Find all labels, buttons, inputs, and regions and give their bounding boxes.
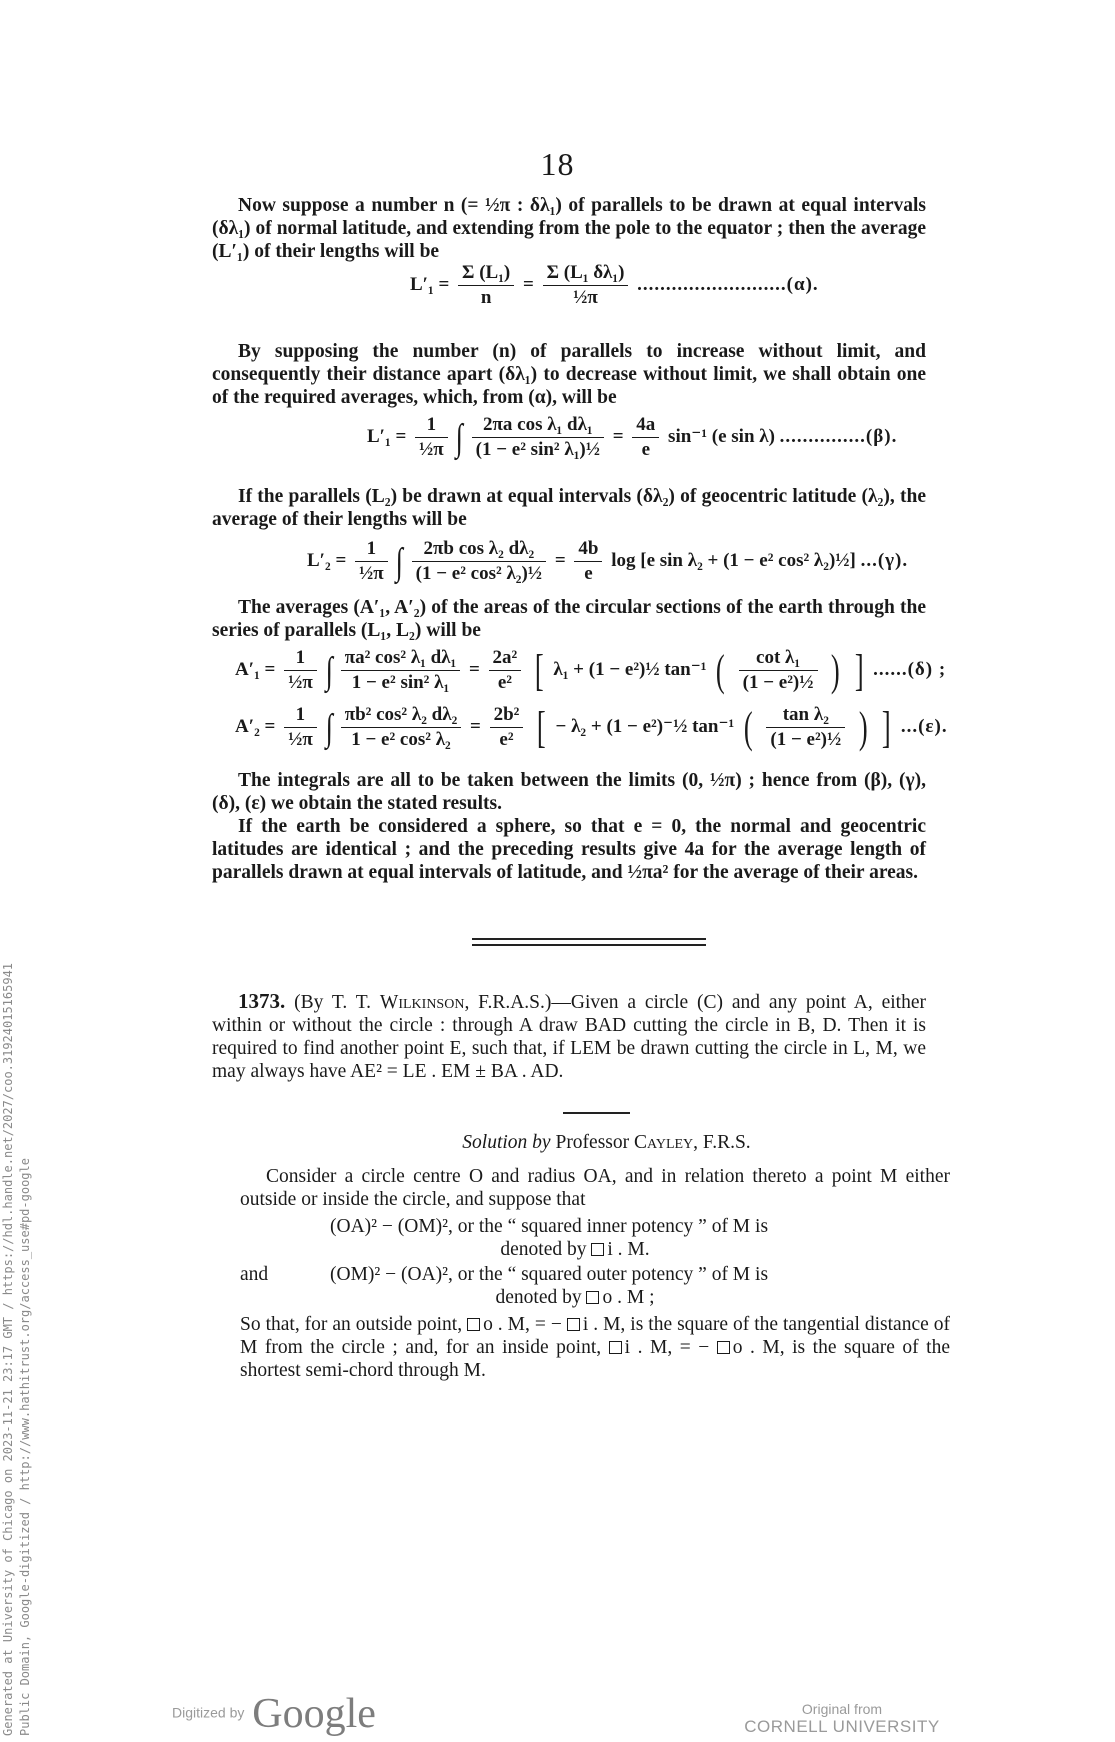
eq-gamma-lhs: L′₂ = <box>307 549 347 571</box>
eq-gamma-equals: = <box>554 549 566 571</box>
eq-epsilon-close-paren: ) <box>858 703 868 752</box>
eq-alpha-f1-den: n <box>480 287 492 308</box>
sidebar-line-2: Public Domain, Google-digitized / http://www.hathitrust.org/access_use#pd-google <box>18 1158 32 1736</box>
solution-paragraph-1 <box>240 1165 950 1211</box>
equation-epsilon <box>235 702 948 753</box>
eq-epsilon-lhs: A′₂ = <box>235 715 276 737</box>
eq-epsilon-f4-den: (1 − e²)½ <box>770 729 842 750</box>
outer-potency-line-2 <box>330 1286 890 1309</box>
eq-gamma-f3-den: e <box>584 563 593 584</box>
paragraph-5-text: The integrals are all to be taken between the limits (0, ½π) ; hence from (β), (γ), (δ), (ε) we obtain the stated results. <box>212 770 926 814</box>
s2-part-b: o . M, = − <box>483 1314 562 1335</box>
eq-beta-f2-num: 2πa cos λ₁ dλ₁ <box>472 414 604 438</box>
eq-beta-integral-sign: ∫ <box>456 416 464 459</box>
square-symbol <box>586 1291 599 1304</box>
eq-delta-f2-den: 1 − e² sin² λ₁ <box>351 672 450 693</box>
eq-delta-open-paren: ( <box>716 646 725 695</box>
eq-alpha-lhs: L′₁ = <box>410 273 450 295</box>
solution-professor: Professor <box>555 1132 630 1153</box>
square-symbol <box>467 1318 480 1331</box>
outer-potency-line-1: (OM)² − (OA)², or the “ squared outer potency ” of M is <box>330 1264 769 1285</box>
equation-alpha <box>410 262 819 309</box>
problem-1373 <box>212 990 926 1083</box>
eq-gamma-f1-num: 1 <box>355 538 388 562</box>
eq-delta-middle: λ₁ + (1 − e²)½ tan⁻¹ <box>553 658 707 680</box>
eq-gamma-f2-num: 2πb cos λ₂ dλ₂ <box>412 538 546 562</box>
eq-delta-f3-den: e² <box>497 672 512 693</box>
paragraph-3 <box>212 485 926 531</box>
eq-beta-f3-den: e <box>641 439 651 460</box>
eq-beta-rest: sin⁻¹ (e sin λ) <box>668 425 775 447</box>
problem-author-name: Wilkinson <box>379 992 465 1013</box>
google-logo: Google <box>252 1691 376 1737</box>
original-from-cornell <box>742 1701 942 1737</box>
solution-author: Cayley <box>634 1132 694 1153</box>
eq-delta-f1-den: ½π <box>288 672 313 693</box>
eq-delta-fraction-1 <box>284 647 317 694</box>
eq-alpha-fraction-2 <box>543 262 629 309</box>
eq-delta-lhs: A′₁ = <box>235 658 276 680</box>
solution-divider <box>563 1112 630 1114</box>
equation-delta <box>235 645 946 696</box>
eq-delta-label: ......(δ) ; <box>873 658 947 680</box>
eq-gamma-fraction-1 <box>355 538 388 585</box>
eq-delta-f4-num: cot λ₁ <box>739 647 818 671</box>
s2-part-e: o . M, is the square of the shortest semi-chord through M. <box>240 1337 950 1381</box>
eq-epsilon-f3-den: e² <box>499 729 514 750</box>
eq-epsilon-f4-num: tan λ₂ <box>766 704 845 728</box>
eq-delta-close-paren: ) <box>831 646 840 695</box>
problem-author-pre: (By T. T. <box>294 992 372 1013</box>
square-symbol <box>609 1341 622 1354</box>
solution-prefix: Solution by <box>462 1132 551 1153</box>
s2-part-c: i . M, is the square of the tangential distance of M from the circle ; and, for an inside point, <box>240 1314 950 1358</box>
original-from-text: Original from <box>801 1701 883 1717</box>
paragraph-4 <box>212 596 926 642</box>
eq-gamma-f3-num: 4b <box>574 538 602 562</box>
eq-gamma-fraction-3 <box>574 538 602 585</box>
eq-delta-f2-num: πa² cos² λ₁ dλ₁ <box>341 647 461 671</box>
eq-epsilon-open-bracket: [ <box>537 703 546 752</box>
equation-gamma <box>307 538 908 585</box>
square-symbol <box>591 1243 604 1256</box>
eq-epsilon-f2-num: πb² cos² λ₂ dλ₂ <box>341 704 462 728</box>
eq-beta-label: ...............(β). <box>779 425 898 447</box>
eq-beta-fraction-1 <box>415 414 448 461</box>
sidebar-line-1: Generated at University of Chicago on 2023-11-21 23:17 GMT / https://hdl.handle.net/2027/coo.31924015165941 <box>1 962 15 1736</box>
eq-gamma-rest: log [e sin λ₂ + (1 − e² cos² λ₂)½] <box>611 549 856 571</box>
eq-beta-f3-num: 4a <box>632 414 659 438</box>
eq-delta-f1-num: 1 <box>284 647 317 671</box>
paragraph-4-text: The averages (A′₁, A′₂) of the areas of the circular sections of the earth through the series of parallels (L₁, L₂) will be <box>212 597 926 641</box>
eq-gamma-f2-den: (1 − e² cos² λ₂)½ <box>415 563 543 584</box>
solution-heading <box>0 1131 1115 1154</box>
eq-epsilon-open-paren: ( <box>743 703 753 752</box>
eq-gamma-label: ...(γ). <box>860 549 909 571</box>
inner-potency-line-1: (OA)² − (OM)², or the “ squared inner potency ” of M is <box>330 1216 769 1237</box>
eq-alpha-label: ..........................(α). <box>637 273 819 295</box>
eq-beta-lhs: L′₁ = <box>367 425 407 447</box>
eq-gamma-integral-sign: ∫ <box>396 540 404 583</box>
eq-delta-fraction-4 <box>739 647 818 694</box>
eq-delta-close-bracket: ] <box>854 646 864 695</box>
eq-epsilon-f3-num: 2b² <box>490 704 524 728</box>
eq-alpha-f1-num: Σ (L₁) <box>458 262 514 286</box>
eq-epsilon-close-bracket: ] <box>882 703 892 752</box>
hathitrust-sidebar <box>0 796 34 1742</box>
cornell-university-text: CORNELL UNIVERSITY <box>744 1717 940 1736</box>
eq-epsilon-f1-den: ½π <box>288 729 313 750</box>
eq-beta-f1-num: 1 <box>415 414 448 438</box>
outer-potency-definition <box>330 1263 890 1309</box>
eq-epsilon-middle: − λ₂ + (1 − e²)⁻½ tan⁻¹ <box>555 715 735 737</box>
outer-potency-denoted: denoted by <box>495 1287 582 1308</box>
digitized-by-text: Digitized by <box>172 1704 245 1721</box>
digitized-by-google <box>172 1690 376 1738</box>
outer-potency-symbol: o . M ; <box>602 1287 655 1308</box>
section-divider-bottom <box>472 944 706 946</box>
equation-beta <box>367 414 897 461</box>
eq-epsilon-label: ...(ε). <box>900 715 948 737</box>
eq-epsilon-fraction-4 <box>766 704 845 751</box>
eq-beta-equals: = <box>612 425 624 447</box>
square-symbol <box>717 1341 730 1354</box>
s2-part-a: So that, for an outside point, <box>240 1314 463 1335</box>
eq-epsilon-fraction-2 <box>341 704 462 751</box>
eq-delta-fraction-3 <box>489 647 522 694</box>
eq-epsilon-f1-num: 1 <box>284 704 317 728</box>
paragraph-6-text: If the earth be considered a sphere, so that e = 0, the normal and geocentric latitudes are identical ; and the preceding results give 4a for the average length of parallels drawn at equal intervals of latitude, and ½πa² for the average of their areas. <box>212 816 926 883</box>
section-divider-top <box>472 938 706 940</box>
s2-part-d: i . M, = − <box>624 1337 710 1358</box>
eq-gamma-f1-den: ½π <box>359 563 384 584</box>
paragraph-2 <box>212 340 926 409</box>
solution-paragraph-1-text: Consider a circle centre O and radius OA, and in relation thereto a point M either outside or inside the circle, and suppose that <box>240 1166 950 1210</box>
problem-number: 1373. <box>238 989 286 1013</box>
solution-suffix: , F.R.S. <box>693 1132 751 1153</box>
solution-paragraph-2-text <box>240 1313 950 1382</box>
eq-epsilon-f2-den: 1 − e² cos² λ₂ <box>351 729 451 750</box>
eq-beta-f2-den: (1 − e² sin² λ₁)½ <box>475 439 600 460</box>
paragraph-1-text: Now suppose a number n (= ½π : δλ₁) of parallels to be drawn at equal intervals (δλ₁) of normal latitude, and extending from the pole to the equator ; then the average (L′₁) of their lengths will be <box>212 195 926 262</box>
inner-potency-denoted: denoted by <box>500 1239 587 1260</box>
eq-beta-f1-den: ½π <box>419 439 444 460</box>
eq-alpha-equals: = <box>523 273 534 295</box>
paragraph-6 <box>212 815 926 884</box>
paragraph-1 <box>212 194 926 263</box>
inner-potency-symbol: i . M. <box>607 1239 650 1260</box>
eq-delta-f3-num: 2a² <box>489 647 522 671</box>
eq-alpha-f2-den: ½π <box>573 287 598 308</box>
inner-potency-line-2 <box>330 1238 890 1261</box>
eq-gamma-fraction-2 <box>412 538 546 585</box>
eq-beta-fraction-3 <box>632 414 659 461</box>
inner-potency-definition <box>330 1215 890 1261</box>
square-symbol <box>567 1318 580 1331</box>
eq-alpha-f2-num: Σ (L₁ δλ₁) <box>543 262 629 286</box>
eq-delta-f4-den: (1 − e²)½ <box>742 672 814 693</box>
eq-delta-open-bracket: [ <box>534 646 544 695</box>
and-label: and <box>240 1264 269 1285</box>
eq-delta-equals: = <box>468 658 480 680</box>
problem-body: , F.R.A.S.)—Given a circle (C) and any point A, either within or without the circle : through A draw BAD cutting the circle in B, D. Then it is required to find another point E, such that, if LEM be drawn cutting the circle in L, M, we may always have AE² = LE . EM ± BA . AD. <box>212 992 926 1082</box>
solution-paragraph-2 <box>240 1313 950 1382</box>
problem-text <box>212 990 926 1083</box>
eq-epsilon-fraction-1 <box>284 704 317 751</box>
eq-epsilon-integral-sign: ∫ <box>325 706 333 749</box>
eq-epsilon-fraction-3 <box>490 704 524 751</box>
eq-beta-fraction-2 <box>472 414 604 461</box>
eq-delta-integral-sign: ∫ <box>325 649 333 692</box>
eq-epsilon-equals: = <box>470 715 481 737</box>
paragraph-5 <box>212 769 926 815</box>
eq-delta-fraction-2 <box>341 647 461 694</box>
page-number: 18 <box>540 146 575 182</box>
paragraph-2-text: By supposing the number (n) of parallels to increase without limit, and consequently their distance apart (δλ₁) to decrease without limit, we shall obtain one of the required averages, which, from (α), will be <box>212 341 926 408</box>
paragraph-3-text: If the parallels (L₂) be drawn at equal intervals (δλ₂) of geocentric latitude (λ₂), the average of their lengths will be <box>212 486 926 530</box>
eq-alpha-fraction-1 <box>458 262 514 309</box>
